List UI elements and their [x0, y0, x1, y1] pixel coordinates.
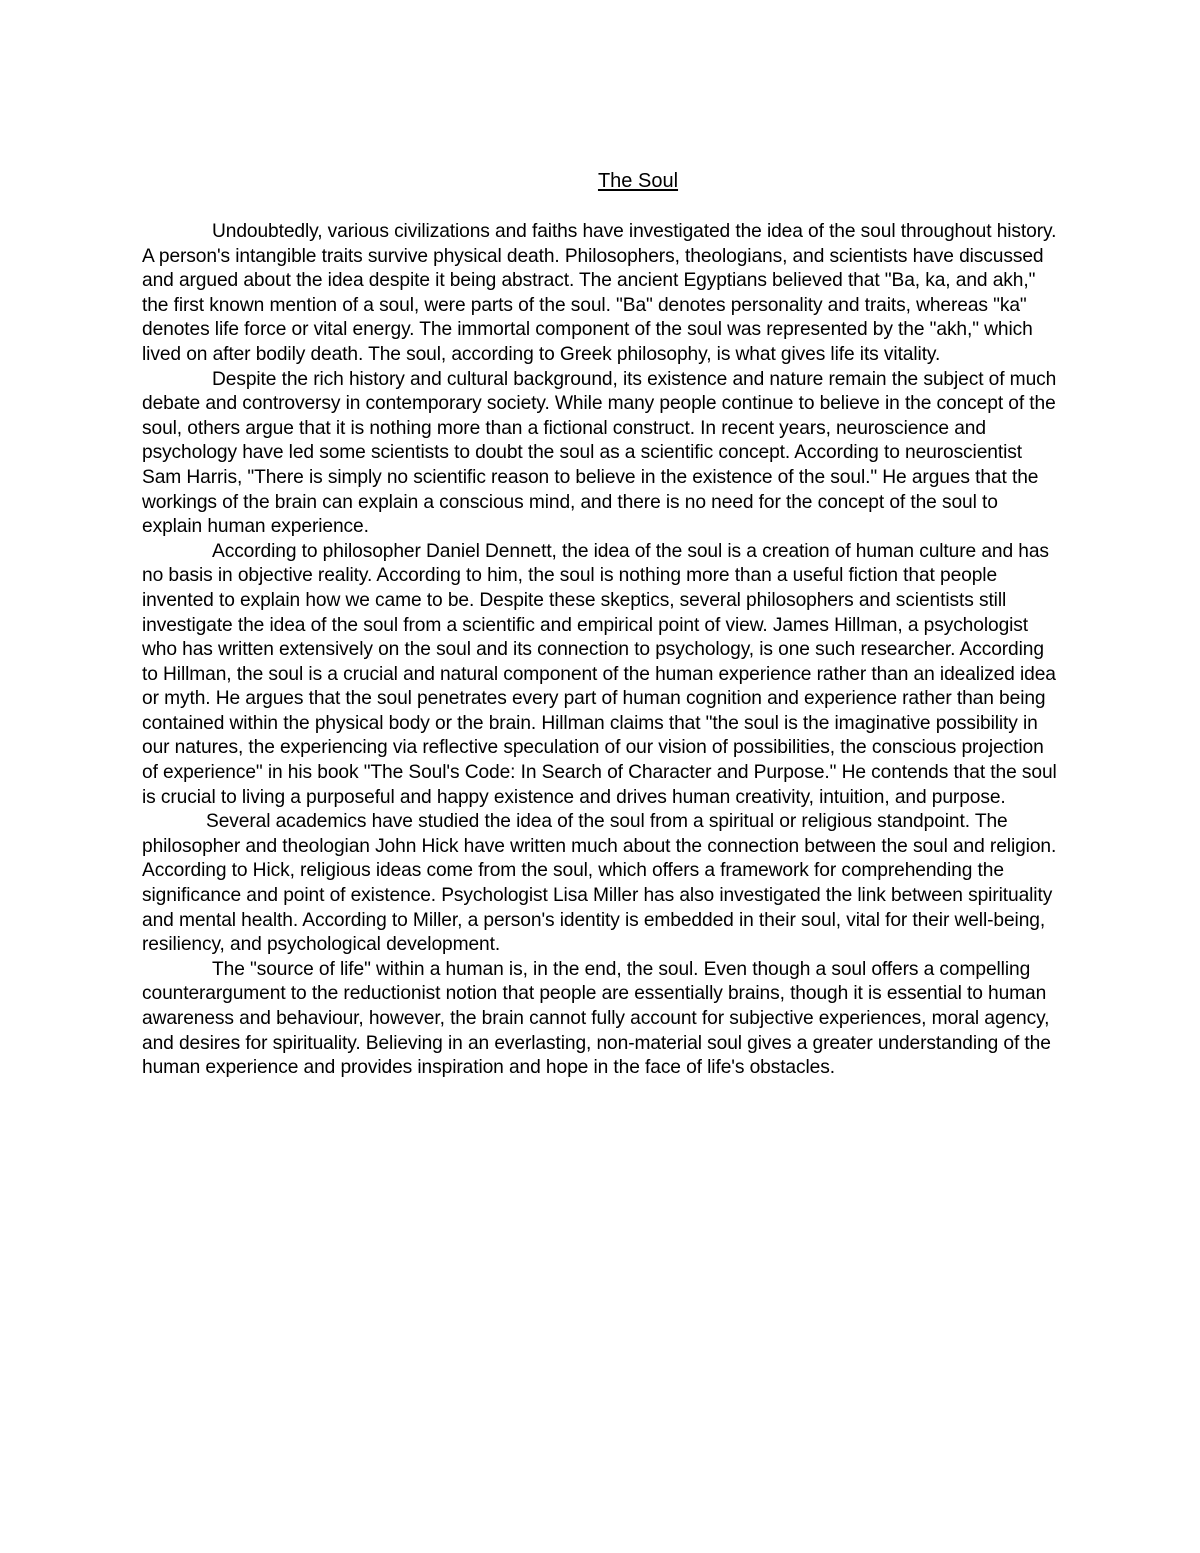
paragraph-2: Despite the rich history and cultural background, its existence and nature remain the subject of much debate and controversy in contemporary society. While many people continue to believe in the concept of the soul, others argue that it is nothing more than a fictional construct. In recent years, neuroscience and psychology have led some scientists to doubt the soul as a scientific concept. According to neuroscientist Sam Harris, "There is simply no scientific reason to believe in the existence of the soul." He argues that the workings of the brain can explain a conscious mind, and there is no need for the concept of the soul to explain human experience.	[142, 368, 1057, 538]
paragraph-1: Undoubtedly, various civilizations and faiths have investigated the idea of the soul throughout history. A person's intangible traits survive physical death. Philosophers, theologians, and scientists have discussed and argued about the idea despite it being abstract. The ancient Egyptians believed that "Ba, ka, and akh," the first known mention of a soul, were parts of the soul. "Ba" denotes personality and traits, whereas "ka" denotes life force or vital energy. The immortal component of the soul was represented by the "akh," which lived on after bodily death. The soul, according to Greek philosophy, is what gives life its vitality.	[142, 221, 1057, 365]
document-body	[142, 220, 1062, 1081]
paragraph-4: Several academics have studied the idea of the soul from a spiritual or religious standpoint. The philosopher and theologian John Hick have written much about the connection between the soul and religion. According to Hick, religious ideas come from the soul, which offers a framework for comprehending the significance and point of existence. Psychologist Lisa Miller has also investigated the link between spirituality and mental health. According to Miller, a person's identity is embedded in their soul, vital for their well-being, resiliency, and psychological development.	[142, 811, 1057, 956]
document-title-container	[0, 168, 1200, 194]
document-title: The Soul	[597, 170, 679, 192]
paragraph-3: According to philosopher Daniel Dennett, the idea of the soul is a creation of human culture and has no basis in objective reality. According to him, the soul is nothing more than a useful fiction that people invented to explain how we came to be. Despite these skeptics, several philosophers and scientists still investigate the idea of the soul from a scientific and empirical point of view. James Hillman, a psychologist who has written extensively on the soul and its connection to psychology, is one such researcher. According to Hillman, the soul is a crucial and natural component of the human experience rather than an idealized idea or myth. He argues that the soul penetrates every part of human cognition and experience rather than being contained within the physical body or the brain. Hillman claims that "the soul is the imaginative possibility in our natures, the experiencing via reflective speculation of our vision of possibilities, the conscious projection of experience" in his book "The Soul's Code: In Search of Character and Purpose." He contends that the soul is crucial to living a purposeful and happy existence and drives human creativity, intuition, and purpose.	[142, 540, 1057, 808]
paragraph-5: The "source of life" within a human is, in the end, the soul. Even though a soul offers a compelling counterargument to the reductionist notion that people are essentially brains, though it is essential to human awareness and behaviour, however, the brain cannot fully account for subjective experiences, moral agency, and desires for spirituality. Believing in an everlasting, non-material soul gives a greater understanding of the human experience and provides inspiration and hope in the face of life's obstacles.	[142, 958, 1051, 1079]
